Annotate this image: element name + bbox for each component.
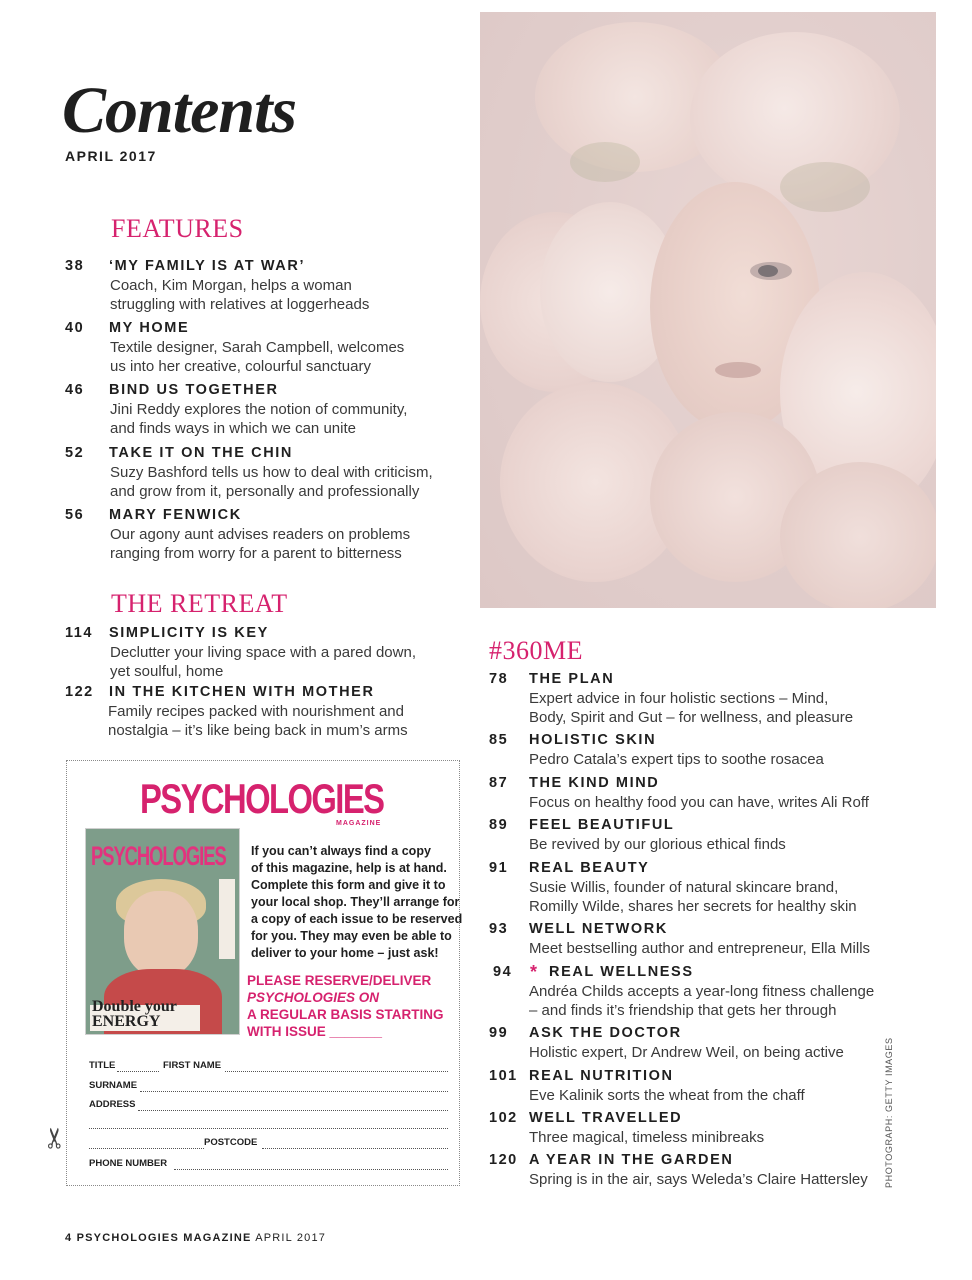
page-number: 101 xyxy=(489,1068,518,1084)
entry-title: ASK THE DOCTOR xyxy=(529,1025,682,1041)
entry-desc-line: Andréa Childs accepts a year-long fitness challenge xyxy=(529,983,875,1000)
entry-desc-line: Holistic expert, Dr Andrew Weil, on being active xyxy=(529,1044,844,1061)
entry-title: ‘MY FAMILY IS AT WAR’ xyxy=(109,258,306,274)
entry-desc-line: Meet bestselling author and entrepreneur, Ella Mills xyxy=(529,940,871,957)
blurb-line: a copy of each issue to be reserved xyxy=(251,912,463,926)
entry-title: REAL NUTRITION xyxy=(529,1068,674,1084)
entry-desc-line: Romilly Wilde, shares her secrets for healthy skin xyxy=(529,898,857,915)
cover-sidebar xyxy=(219,879,235,959)
entry-desc-line: Declutter your living space with a pared down, xyxy=(110,644,416,661)
page-number: 102 xyxy=(489,1110,518,1126)
blurb-line: your local shop. They’ll arrange for xyxy=(251,895,460,909)
entry-desc-line: Be revived by our glorious ethical finds xyxy=(529,836,786,853)
address-field-line-2[interactable] xyxy=(89,1128,448,1129)
reserve-line: PSYCHOLOGIES ON xyxy=(247,990,380,1005)
surname-field[interactable] xyxy=(140,1091,448,1092)
title-field[interactable] xyxy=(117,1071,159,1072)
entry-title: A YEAR IN THE GARDEN xyxy=(529,1152,734,1168)
cover-face xyxy=(124,891,198,977)
psychologies-logo: PSYCHOLOGIES xyxy=(140,775,384,822)
logo-subtitle: MAGAZINE xyxy=(336,820,382,827)
360me-heading: #360ME xyxy=(489,636,583,665)
postcode-label: POSTCODE xyxy=(204,1137,258,1148)
entry-desc-line: Focus on healthy food you can have, writes Ali Roff xyxy=(529,794,869,811)
cover-headline-2: ENERGY xyxy=(92,1013,161,1030)
entry-title: SIMPLICITY IS KEY xyxy=(109,625,269,641)
page-number: 56 xyxy=(65,507,85,523)
entry-desc-line: Jini Reddy explores the notion of community, xyxy=(110,401,408,418)
entry-desc-line: Our agony aunt advises readers on problems xyxy=(110,526,411,543)
entry-title: THE PLAN xyxy=(529,671,615,687)
cover-headline xyxy=(92,999,177,1029)
footer-issue: APRIL 2017 xyxy=(255,1232,327,1244)
cover-photo xyxy=(480,12,936,608)
blurb-line: If you can’t always find a copy xyxy=(251,844,431,858)
entry-desc-line: Textile designer, Sarah Campbell, welcomes xyxy=(110,339,405,356)
entry-title: MY HOME xyxy=(109,320,190,336)
magazine-cover xyxy=(85,828,240,1035)
retreat-heading: THE RETREAT xyxy=(111,589,288,618)
entry-title: REAL WELLNESS xyxy=(549,964,694,980)
entry-desc-line: us into her creative, colourful sanctuary xyxy=(110,358,371,375)
first-name-label: FIRST NAME xyxy=(163,1060,222,1071)
issue-date: APRIL 2017 xyxy=(65,148,157,164)
blurb-line: Complete this form and give it to xyxy=(251,878,446,892)
entry-desc-line: Pedro Catala’s expert tips to soothe rosacea xyxy=(529,751,824,768)
entry-desc-line: Body, Spirit and Gut – for wellness, and pleasure xyxy=(529,709,854,726)
entry-desc-line: Suzy Bashford tells us how to deal with criticism, xyxy=(110,464,433,481)
page-number: 91 xyxy=(489,860,509,876)
photo-credit: PHOTOGRAPH: GETTY IMAGES xyxy=(884,1037,894,1188)
page-number: 120 xyxy=(489,1152,518,1168)
entry-title: BIND US TOGETHER xyxy=(109,382,279,398)
scissors-icon: ✂ xyxy=(39,1126,71,1150)
reserve-line: A REGULAR BASIS STARTING xyxy=(247,1007,444,1022)
entry-title: TAKE IT ON THE CHIN xyxy=(109,445,293,461)
page-number: 78 xyxy=(489,671,509,687)
page-title: Contents xyxy=(62,74,297,147)
entry-title: FEEL BEAUTIFUL xyxy=(529,817,675,833)
page-number: 89 xyxy=(489,817,509,833)
entry-desc-line: struggling with relatives at loggerheads xyxy=(110,296,370,313)
reserve-line: PLEASE RESERVE/DELIVER xyxy=(247,973,432,988)
entry-desc-line: – and finds it’s friendship that gets her through xyxy=(529,1002,837,1019)
entry-desc-line: yet soulful, home xyxy=(110,663,224,680)
entry-desc-line: Susie Willis, founder of natural skincare brand, xyxy=(529,879,839,896)
blurb-line: deliver to your home – just ask! xyxy=(251,946,439,960)
cover-logo: PSYCHOLOGIES xyxy=(91,841,226,871)
blurb-line: of this magazine, help is at hand. xyxy=(251,861,447,875)
page-number: 122 xyxy=(65,684,94,700)
entry-desc-line: Spring is in the air, says Weleda’s Claire Hattersley xyxy=(529,1171,868,1188)
page-number: 40 xyxy=(65,320,85,336)
entry-desc-line: Expert advice in four holistic sections – Mind, xyxy=(529,690,829,707)
page-number: 46 xyxy=(65,382,85,398)
form-blurb xyxy=(251,843,462,962)
footer-magazine: PSYCHOLOGIES MAGAZINE xyxy=(76,1232,252,1244)
entry-title: IN THE KITCHEN WITH MOTHER xyxy=(109,684,375,700)
surname-label: SURNAME xyxy=(89,1080,138,1091)
entry-title: MARY FENWICK xyxy=(109,507,242,523)
reserve-line[interactable]: WITH ISSUE _______ xyxy=(247,1024,383,1039)
page-number: 85 xyxy=(489,732,509,748)
phone-label: PHONE NUMBER xyxy=(89,1158,168,1169)
page-number: 38 xyxy=(65,258,85,274)
entry-desc-line: Three magical, timeless minibreaks xyxy=(529,1129,765,1146)
postcode-field[interactable] xyxy=(262,1148,448,1149)
star-icon: * xyxy=(530,962,538,982)
page-number: 93 xyxy=(489,921,509,937)
page-number: 52 xyxy=(65,445,85,461)
cover-headline-1: Double your xyxy=(92,998,177,1015)
features-heading: FEATURES xyxy=(111,214,244,243)
entry-title: WELL TRAVELLED xyxy=(529,1110,683,1126)
blurb-line: for you. They may even be able to xyxy=(251,929,452,943)
title-label: TITLE xyxy=(89,1060,116,1071)
entry-title: WELL NETWORK xyxy=(529,921,668,937)
entry-title: THE KIND MIND xyxy=(529,775,660,791)
page-number: 94 xyxy=(493,964,513,980)
address-field-line-3[interactable] xyxy=(89,1148,204,1149)
entry-desc-line: ranging from worry for a parent to bitterness xyxy=(110,545,402,562)
entry-desc-line: and finds ways in which we can unite xyxy=(110,420,356,437)
footer-page-number: 4 xyxy=(65,1232,73,1244)
entry-title: HOLISTIC SKIN xyxy=(529,732,657,748)
first-name-field[interactable] xyxy=(225,1071,448,1072)
address-field[interactable] xyxy=(138,1110,448,1111)
entry-title: REAL BEAUTY xyxy=(529,860,650,876)
reserve-text xyxy=(247,972,444,1040)
entry-desc-line: and grow from it, personally and professionally xyxy=(110,483,420,500)
entry-desc-line: Family recipes packed with nourishment and xyxy=(108,703,404,720)
page-number: 99 xyxy=(489,1025,509,1041)
entry-desc-line: nostalgia – it’s like being back in mum’s arms xyxy=(108,722,408,739)
page-number: 114 xyxy=(65,625,93,641)
entry-desc-line: Eve Kalinik sorts the wheat from the chaff xyxy=(529,1087,805,1104)
address-label: ADDRESS xyxy=(89,1099,136,1110)
entry-desc-line: Coach, Kim Morgan, helps a woman xyxy=(110,277,352,294)
phone-field[interactable] xyxy=(174,1169,448,1170)
page-footer xyxy=(65,1232,326,1244)
page-number: 87 xyxy=(489,775,509,791)
